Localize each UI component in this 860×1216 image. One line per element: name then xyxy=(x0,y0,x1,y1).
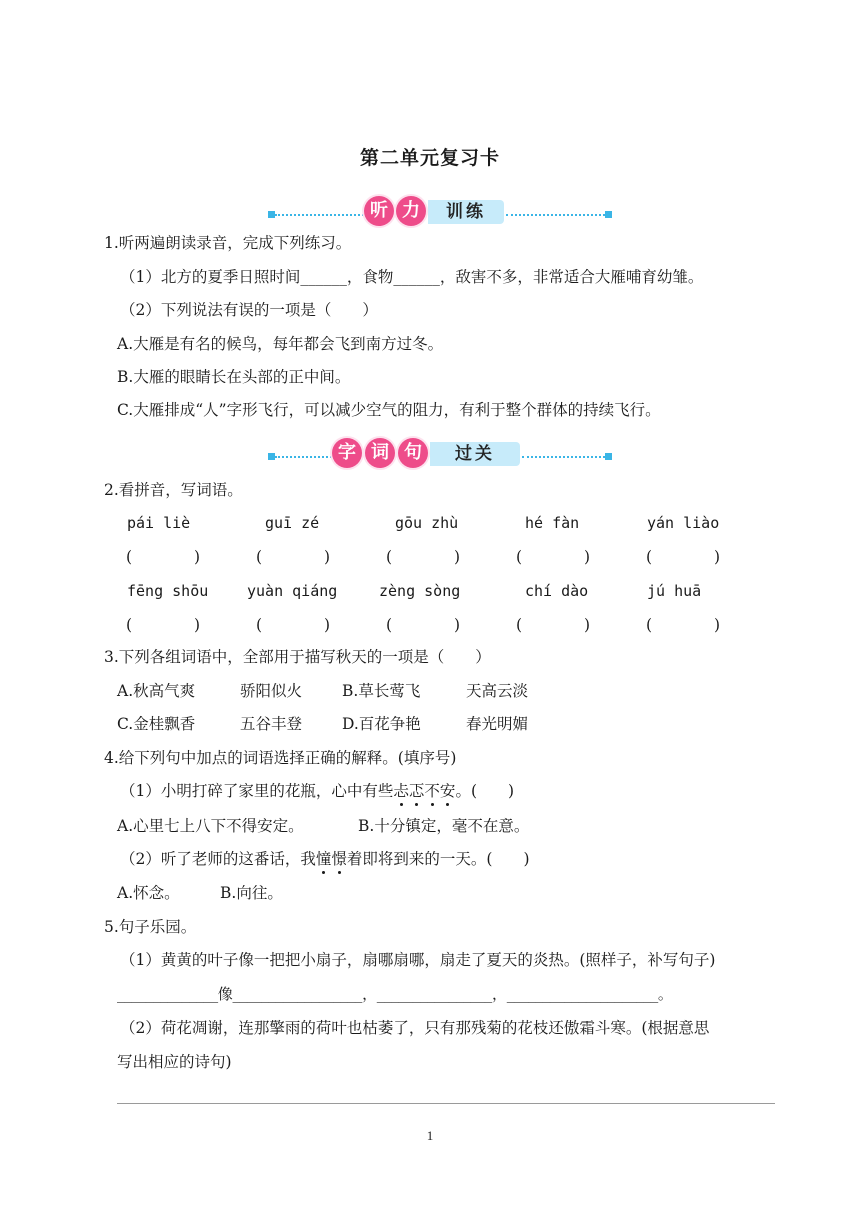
option-c: C.大雁排成“人”字形飞行，可以减少空气的阻力，有利于整个群体的持续飞行。 xyxy=(117,401,661,419)
banner-dotted-line xyxy=(275,456,335,458)
option-b-word-2: 天高云淡 xyxy=(466,682,529,700)
option-b: B.向往。 xyxy=(220,884,283,902)
banner-char-circle: 力 xyxy=(396,196,426,226)
answer-blank[interactable]: ( ) xyxy=(256,548,331,566)
banner-char-circle: 句 xyxy=(398,438,428,468)
option-a: A.怀念。 xyxy=(117,884,180,902)
dotted-char: 憬 xyxy=(331,850,347,868)
dotted-char: 不 xyxy=(424,782,440,800)
question-3-stem: 3.下列各组词语中，全部用于描写秋天的一项是（ ） xyxy=(104,648,491,666)
pinyin-item: yuàn qiáng xyxy=(247,582,338,600)
option-d-word-2: 春光明媚 xyxy=(466,715,529,733)
answer-blank[interactable]: ( ) xyxy=(516,616,591,634)
pinyin-item: gōu zhù xyxy=(395,514,459,532)
answer-blank[interactable]: ( ) xyxy=(126,548,201,566)
dotted-char: 忐 xyxy=(393,782,409,800)
option-b: B.大雁的眼睛长在头部的正中间。 xyxy=(117,368,351,386)
question-4-stem: 4.给下列句中加点的词语选择正确的解释。(填序号) xyxy=(104,749,457,767)
dotted-char: 憧 xyxy=(315,850,332,868)
banner-dotted-line xyxy=(522,456,605,458)
banner-square-left xyxy=(268,453,275,460)
question-5-sub-1: （1）黄黄的叶子像一把把小扇子，扇哪扇哪，扇走了夏天的炎热。(照样子，补写句子) xyxy=(120,951,716,969)
question-4-sub-1 xyxy=(120,780,514,802)
option-c-word-2: 五谷丰登 xyxy=(240,715,303,733)
pinyin-item: pái liè xyxy=(127,514,191,532)
dotted-char: 忑 xyxy=(408,782,425,800)
answer-blank[interactable]: ( ) xyxy=(386,548,461,566)
sentence-text: （2）听了老师的这番话，我 xyxy=(120,850,316,868)
answer-paren[interactable]: 。( ) xyxy=(455,782,515,800)
option-c: C.金桂飘香 xyxy=(117,715,196,733)
option-b: B.十分镇定，毫不在意。 xyxy=(358,817,530,835)
page-number: 1 xyxy=(426,1128,434,1143)
pinyin-item: hé fàn xyxy=(525,514,580,532)
dotted-char: 安 xyxy=(439,782,456,800)
answer-blank[interactable]: ( ) xyxy=(256,616,331,634)
sentence-text: （1）小明打碎了家里的花瓶，心中有些 xyxy=(120,782,394,800)
banner-square-right xyxy=(605,453,612,460)
question-1-sub-2: （2）下列说法有误的一项是（ ） xyxy=(120,301,378,319)
banner-dotted-line xyxy=(506,214,605,216)
banner-square-right xyxy=(605,211,612,218)
question-2-stem: 2.看拼音，写词语。 xyxy=(104,481,243,499)
question-1-stem: 1.听两遍朗读录音，完成下列练习。 xyxy=(104,234,352,252)
section-banner-words xyxy=(268,436,612,472)
answer-blank[interactable]: ( ) xyxy=(126,616,201,634)
option-a-word-2: 骄阳似火 xyxy=(240,682,303,700)
pinyin-item: guī zé xyxy=(265,514,320,532)
pinyin-item: yán liào xyxy=(647,514,720,532)
pinyin-item: chí dào xyxy=(525,582,589,600)
banner-char-circle: 字 xyxy=(332,438,362,468)
answer-line[interactable] xyxy=(117,1103,775,1104)
option-a: A.秋高气爽 xyxy=(117,682,196,700)
pinyin-item: zèng sòng xyxy=(379,582,461,600)
banner-dotted-line xyxy=(275,214,371,216)
option-b: B.草长莺飞 xyxy=(342,682,421,700)
pinyin-item: jú huā xyxy=(647,582,702,600)
question-4-sub-2 xyxy=(120,848,530,870)
banner-square-left xyxy=(268,211,275,218)
answer-blank[interactable]: ( ) xyxy=(386,616,461,634)
banner-char-circle: 听 xyxy=(364,196,394,226)
answer-blank[interactable]: ( ) xyxy=(646,548,721,566)
section-banner-listening xyxy=(268,194,612,230)
banner-pill: 训练 xyxy=(428,200,504,224)
fill-in-line[interactable]: ______________像__________________，________________，_____________________。 xyxy=(117,985,673,1003)
question-1-sub-1: （1）北方的夏季日照时间______，食物______，敌害不多，非常适合大雁哺育幼雏。 xyxy=(120,268,704,286)
question-5-sub-2-cont: 写出相应的诗句) xyxy=(117,1053,232,1071)
answer-blank[interactable]: ( ) xyxy=(516,548,591,566)
option-d: D.百花争艳 xyxy=(342,715,421,733)
option-a: A.大雁是有名的候鸟，每年都会飞到南方过冬。 xyxy=(117,335,444,353)
question-5-stem: 5.句子乐园。 xyxy=(104,918,197,936)
page-title: 第二单元复习卡 xyxy=(359,147,500,169)
answer-paren[interactable]: 着即将到来的一天。( ) xyxy=(346,850,530,868)
pinyin-item: fēng shōu xyxy=(127,582,209,600)
banner-char-circle: 词 xyxy=(365,438,395,468)
option-a: A.心里七上八下不得安定。 xyxy=(117,817,304,835)
answer-blank[interactable]: ( ) xyxy=(646,616,721,634)
question-5-sub-2: （2）荷花凋谢，连那擎雨的荷叶也枯萎了，只有那残菊的花枝还傲霜斗寒。(根据意思 xyxy=(120,1019,710,1037)
banner-pill: 过关 xyxy=(430,442,520,466)
